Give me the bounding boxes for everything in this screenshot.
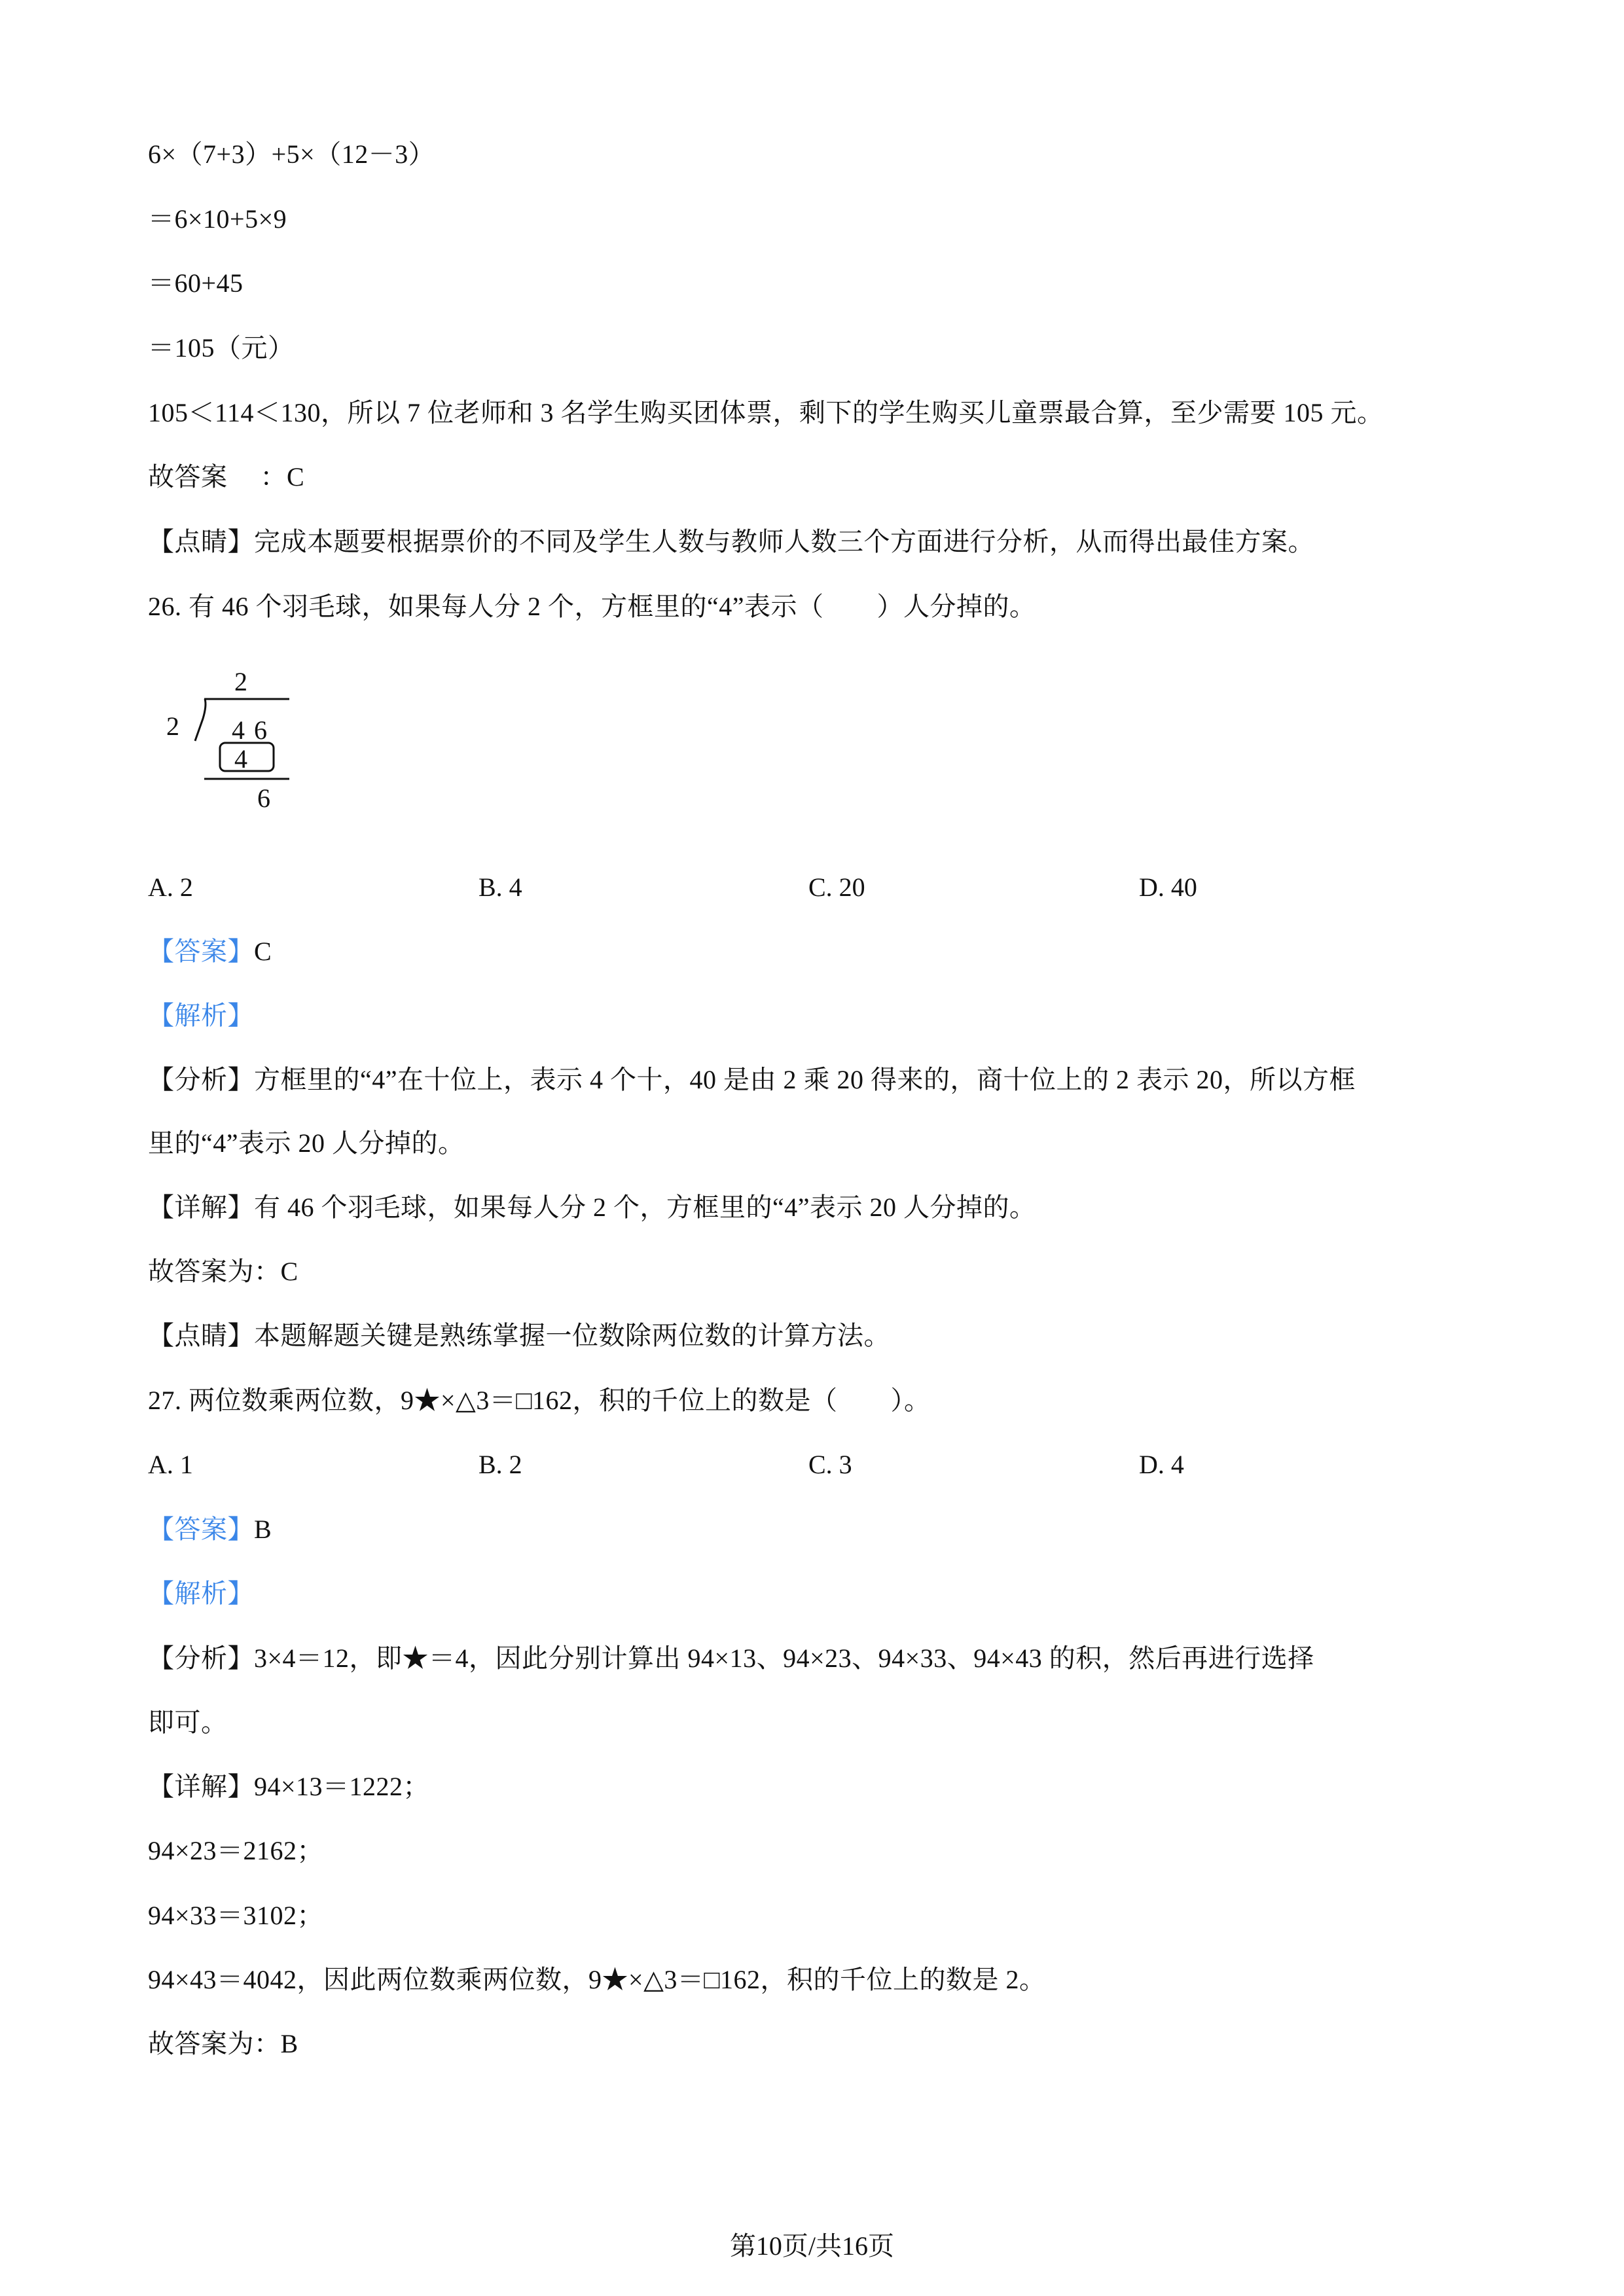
q27-xiangjie-line1 (148, 1771, 429, 1803)
q27-xiangjie-line3: 94×33＝3102； (148, 1901, 324, 1930)
q27-xiangjie-line4: 94×43＝4042，因此两位数乘两位数，9★×△3＝□162，积的千位上的数是 2。 (148, 1965, 1046, 1994)
q26-option-a: A. 2 (148, 872, 193, 902)
answer-tag: 【答案】 (148, 937, 254, 966)
q26-stem-text: 有 46 个羽毛球，如果每人分 2 个，方框里的“4”表示（ ）人分掉的。 (189, 592, 1036, 621)
prev-final-answer (148, 461, 304, 493)
q27-option-b: B. 2 (478, 1450, 522, 1479)
jiexi-tag: 【解析】 (148, 1001, 254, 1030)
q27-answer (148, 1514, 272, 1545)
q26-number: 26. (148, 592, 182, 621)
remainder: 6 (257, 783, 270, 813)
fenxi-tag: 【分析】 (148, 1065, 254, 1094)
q27-option-d: D. 4 (1139, 1450, 1184, 1479)
answer-prefix: 故答案 (148, 462, 228, 492)
q26-option-c: C. 20 (808, 872, 865, 902)
conclusion-text: 105＜114＜130，所以 7 位老师和 3 名学生购买团体票，剩下的学生购买儿童票最合算，至少需要 105 元。 (148, 398, 1384, 427)
q26-fenxi-line1 (148, 1064, 1356, 1096)
dianjing-text: 本题解题关键是熟练掌握一位数除两位数的计算方法。 (254, 1321, 890, 1350)
quotient: 2 (234, 667, 247, 696)
calc-line-3: ＝60+45 (148, 268, 244, 298)
jiexi-tag: 【解析】 (148, 1579, 254, 1608)
q27-jiexi (148, 1578, 254, 1609)
q27-xiangjie-line2: 94×23＝2162； (148, 1836, 324, 1865)
q26-jiexi (148, 1000, 254, 1031)
q27-stem-text: 两位数乘两位数，9★×△3＝□162，积的千位上的数是（ ）。 (189, 1386, 931, 1415)
q27-fenxi-line2: 即可。 (148, 1708, 228, 1737)
xiangjie-text: 有 46 个羽毛球，如果每人分 2 个，方框里的“4”表示 20 人分掉的。 (254, 1193, 1036, 1222)
q26-option-d: D. 40 (1139, 872, 1197, 902)
q26-dianjing (148, 1320, 890, 1352)
calc-line-4: ＝105（元） (148, 333, 295, 363)
q27-stem (148, 1385, 930, 1416)
fenxi-text: 方框里的“4”在十位上，表示 4 个十，40 是由 2 乘 20 得来的，商十位上的 2 表示 20，所以方框 (254, 1065, 1356, 1094)
q27-option-a: A. 1 (148, 1450, 193, 1479)
q26-final-answer: 故答案为：C (148, 1257, 298, 1286)
prev-dianjing (148, 526, 1314, 558)
q26-answer (148, 936, 272, 967)
dianjing-text: 完成本题要根据票价的不同及学生人数与教师人数三个方面进行分析，从而得出最佳方案。 (254, 527, 1314, 556)
page-footer: 第10页/共16页 (729, 2231, 895, 2261)
q27-option-c: C. 3 (808, 1450, 852, 1479)
xiangjie-tag: 【详解】 (148, 1193, 254, 1222)
q26-xiangjie (148, 1192, 1036, 1223)
q27-number: 27. (148, 1386, 182, 1415)
q26-stem (148, 591, 1036, 622)
xiangjie-tag: 【详解】 (148, 1772, 254, 1801)
boxed-product: 4 (234, 744, 247, 774)
long-division-diagram (157, 662, 301, 813)
xiangjie-text: 94×13＝1222； (254, 1772, 430, 1801)
q26-fenxi-line2: 里的“4”表示 20 人分掉的。 (148, 1128, 465, 1158)
calc-line-2: ＝6×10+5×9 (148, 204, 287, 234)
calc-line-1: 6×（7+3）+5×（12－3） (148, 139, 435, 169)
dianjing-tag: 【点睛】 (148, 1321, 254, 1350)
q27-final-answer: 故答案为：B (148, 2029, 298, 2058)
answer-value: C (254, 937, 272, 966)
dividend: 4 6 (232, 715, 268, 745)
answer-tag: 【答案】 (148, 1515, 254, 1544)
q26-option-b: B. 4 (478, 872, 522, 902)
division-bracket-icon (157, 662, 301, 813)
answer-colon: ： (260, 462, 287, 492)
answer-value: C (287, 462, 305, 492)
dianjing-tag: 【点睛】 (148, 527, 254, 556)
divisor: 2 (166, 711, 179, 741)
q27-fenxi-line1 (148, 1643, 1314, 1674)
answer-value: B (254, 1515, 272, 1544)
fenxi-text: 3×4＝12，即★＝4，因此分别计算出 94×13、94×23、94×33、94×43 的积，然后再进行选择 (254, 1643, 1314, 1673)
fenxi-tag: 【分析】 (148, 1643, 254, 1673)
